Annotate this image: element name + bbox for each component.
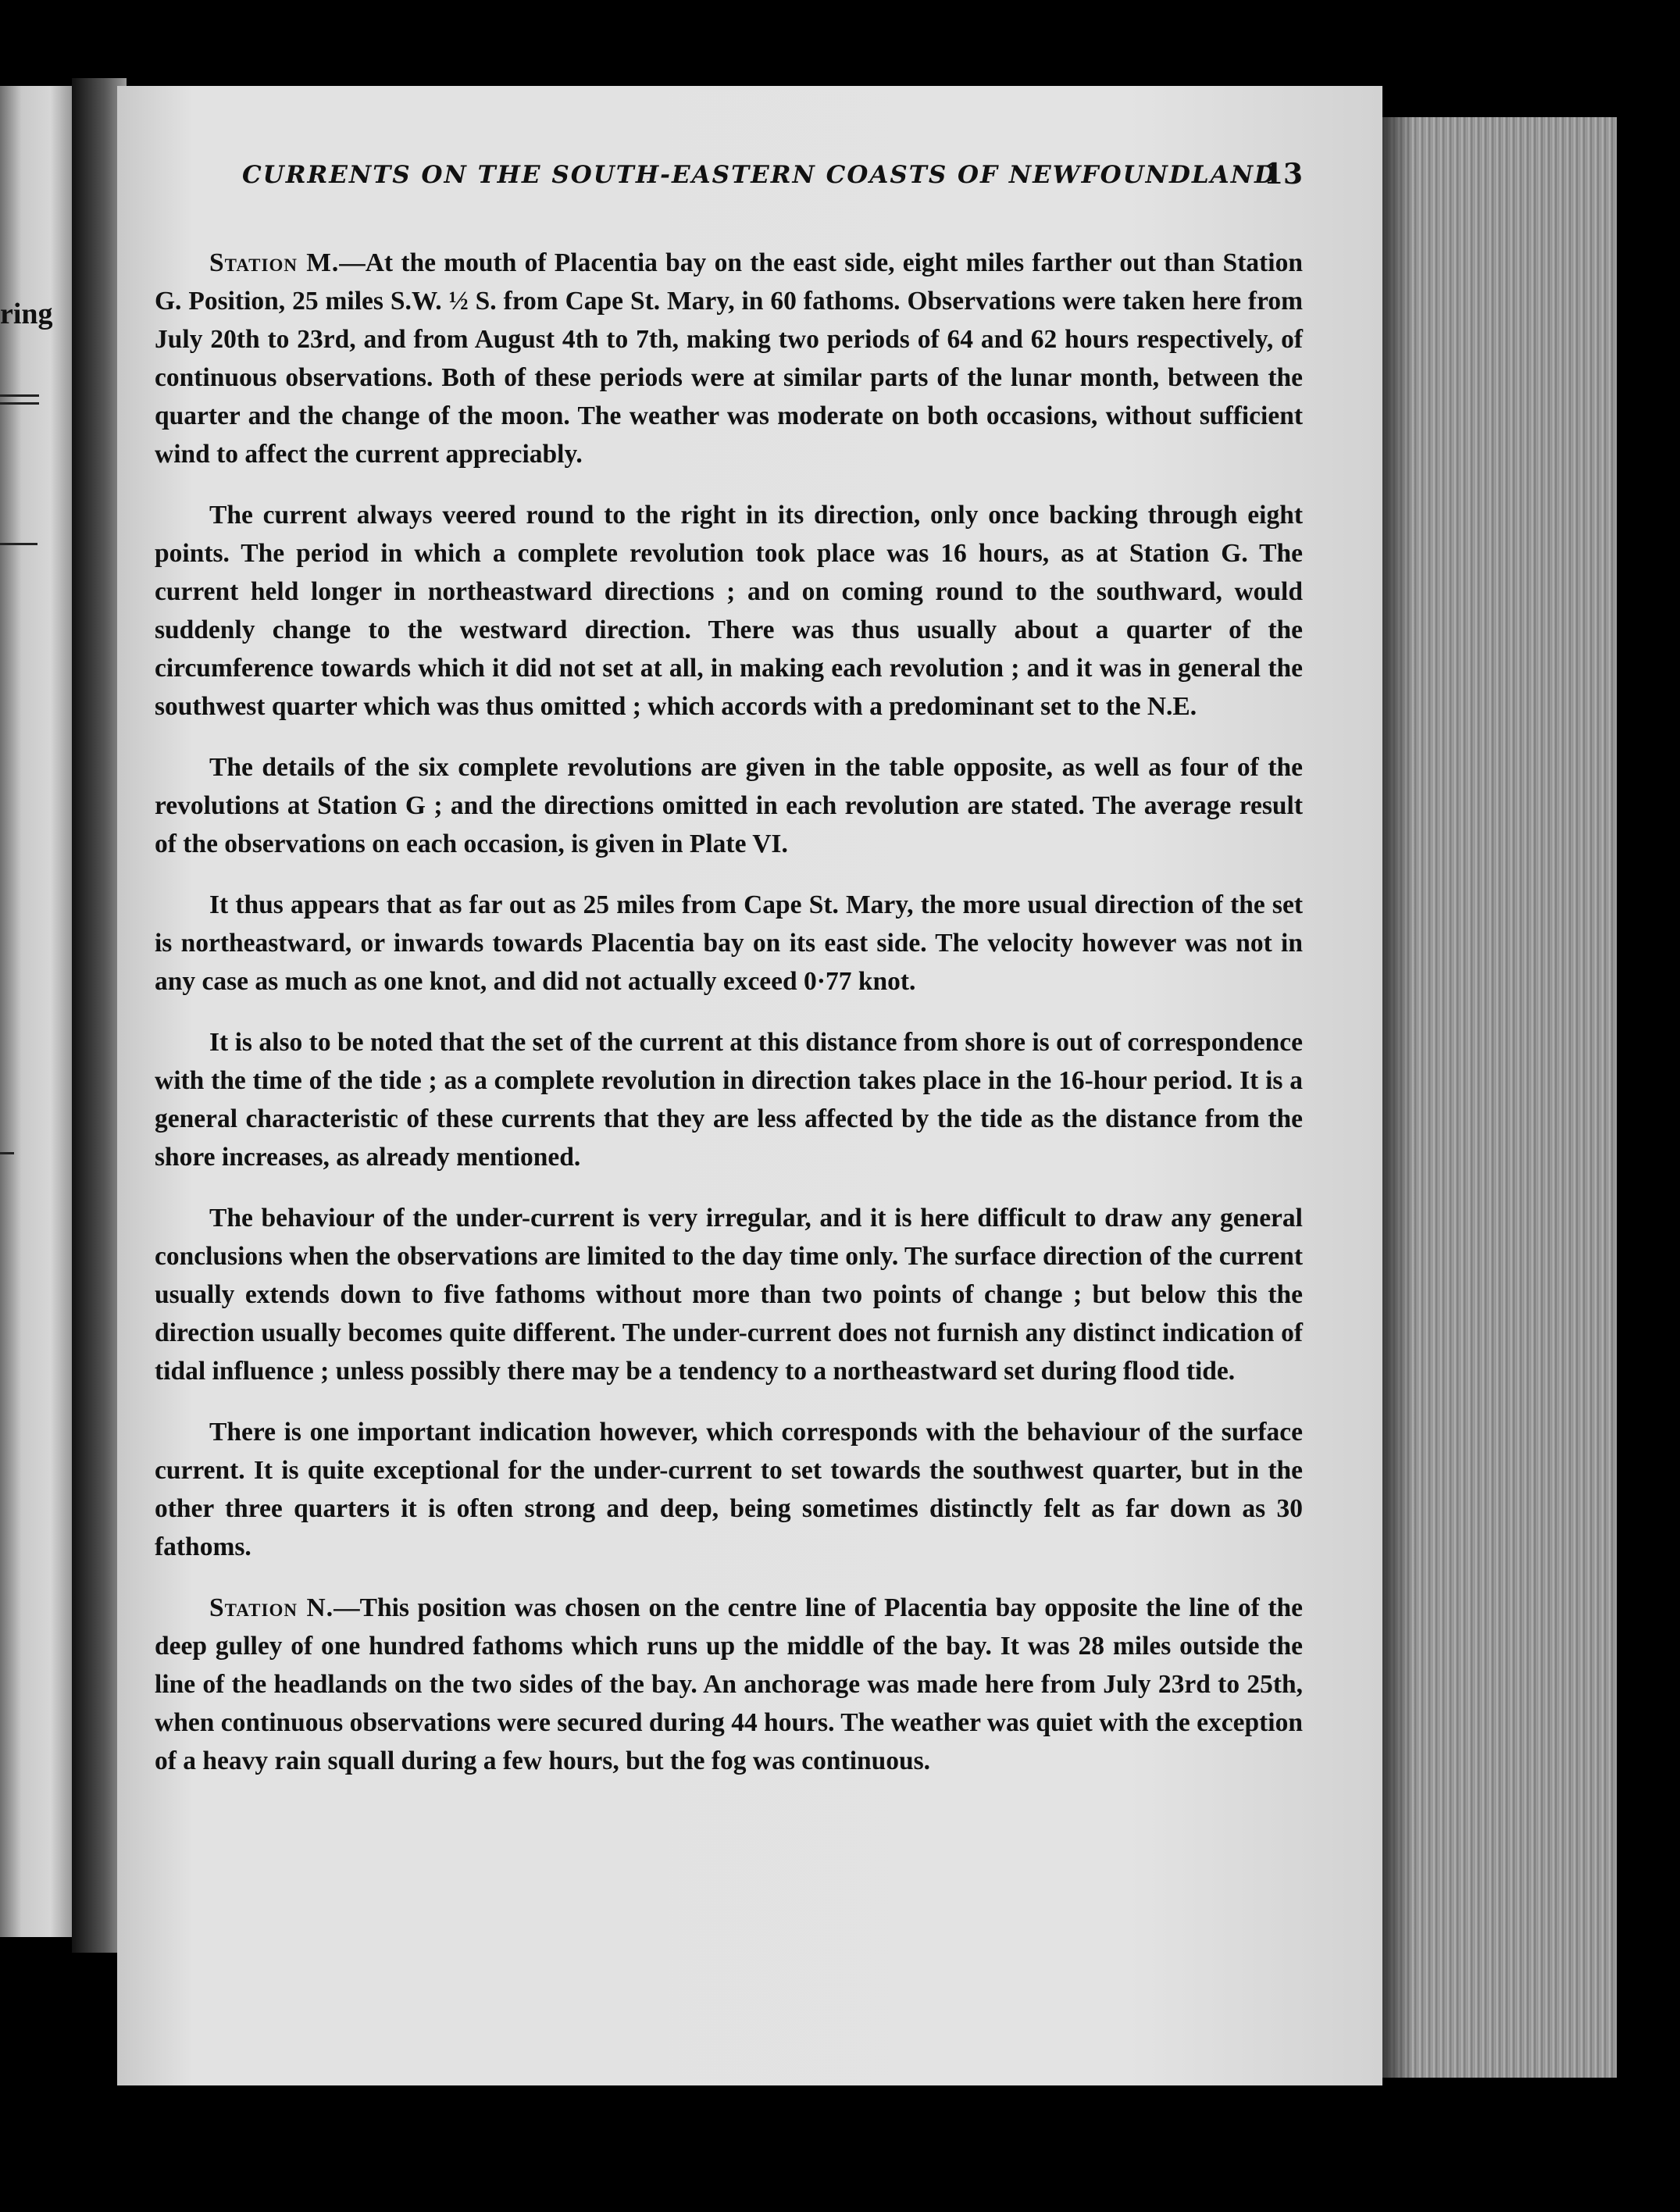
paragraph-text: The details of the six complete revolutions are given in the table opposite, as well as four of the revolutions at Station G ; and the directions omitted in each revolution are stated. The average result of the observations on each occasion, is given in Plate VI.: [155, 753, 1303, 858]
page-stack-edges: [1382, 117, 1617, 2078]
paragraph: [155, 496, 1303, 726]
paragraph: [155, 1589, 1303, 1780]
left-facing-page: [0, 86, 72, 1937]
paragraph: [155, 886, 1303, 1001]
left-page-rule: [0, 402, 39, 405]
running-title: CURRENTS ON THE SOUTH-EASTERN COASTS OF NEWFOUNDLAND: [242, 161, 1277, 189]
paragraph-text: It is also to be noted that the set of the current at this distance from shore is out of correspondence with the time of the tide ; as a complete revolution in direction takes place in the 16-hour period. It is a general characteristic of these currents that they are less affected by the tide as the distance from the shore increases, as already mentioned.: [155, 1028, 1303, 1172]
paragraph-text: The current always veered round to the right in its direction, only once backing through eight points. The period in which a complete revolution took place was 16 hours, as at Station G. The current held longer in northeastward directions ; and on coming round to the southward, would suddenly change to the westward direction. There was thus usually about a quarter of the circumference towards which it did not set at all, in making each revolution ; and it was in general the southwest quarter which was thus omitted ; which accords with a predominant set to the N.E.: [155, 501, 1303, 721]
left-page-rule: [0, 543, 37, 545]
page-edge-shadow: [1382, 117, 1414, 2078]
station-heading: Station N.: [209, 1593, 334, 1622]
left-page-rule: [0, 394, 39, 397]
page-number: 13: [1264, 158, 1304, 191]
body-text: [155, 244, 1303, 1803]
paragraph-text: The behaviour of the under-current is very irregular, and it is here difficult to draw any general conclusions when the observations are limited to the day time only. The surface direction of the current usually extends down to five fathoms without more than two points of change ; but below this the direction usually becomes quite different. The under-current does not furnish any distinct indication of tidal influence ; unless possibly there may be a tendency to a northeastward set during flood tide.: [155, 1204, 1303, 1386]
paragraph-text: There is one important indication however, which corresponds with the behaviour of the surface current. It is quite exceptional for the under-current to set towards the southwest quarter, but in the other three quarters it is often strong and deep, being sometimes distinctly felt as far down as 30 fathoms.: [155, 1418, 1303, 1561]
paragraph-text: —This position was chosen on the centre line of Placentia bay opposite the line of the deep gulley of one hundred fathoms which runs up the middle of the bay. It was 28 miles outside the line of the headlands on the two sides of the bay. An anchorage was made here from July 23rd to 25th, when continuous observations were secured during 44 hours. The weather was quiet with the exception of a heavy rain squall during a few hours, but the fog was continuous.: [155, 1593, 1303, 1775]
paragraph: [155, 1023, 1303, 1176]
left-page-rule: [0, 1152, 14, 1154]
paragraph: [155, 244, 1303, 473]
left-page-text-fragment: ring: [0, 298, 53, 330]
paragraph-text: It thus appears that as far out as 25 miles from Cape St. Mary, the more usual direction of the set is northeastward, or inwards towards Placentia bay on its east side. The velocity however was not in any case as much as one knot, and did not actually exceed 0·77 knot.: [155, 890, 1303, 996]
paragraph: [155, 1199, 1303, 1390]
station-heading: Station M.: [209, 248, 340, 277]
paragraph: [155, 748, 1303, 863]
paragraph-text: —At the mouth of Placentia bay on the east side, eight miles farther out than Station G. Position, 25 miles S.W. ½ S. from Cape St. Mary, in 60 fathoms. Observations were taken here from July 20th to 23rd, and from August 4th to 7th, making two periods of 64 and 62 hours respectively, of continuous observations. Both of these periods were at similar parts of the lunar month, between the quarter and the change of the moon. The weather was moderate on both occasions, without sufficient wind to affect the current appreciably.: [155, 248, 1303, 469]
paragraph: [155, 1413, 1303, 1566]
